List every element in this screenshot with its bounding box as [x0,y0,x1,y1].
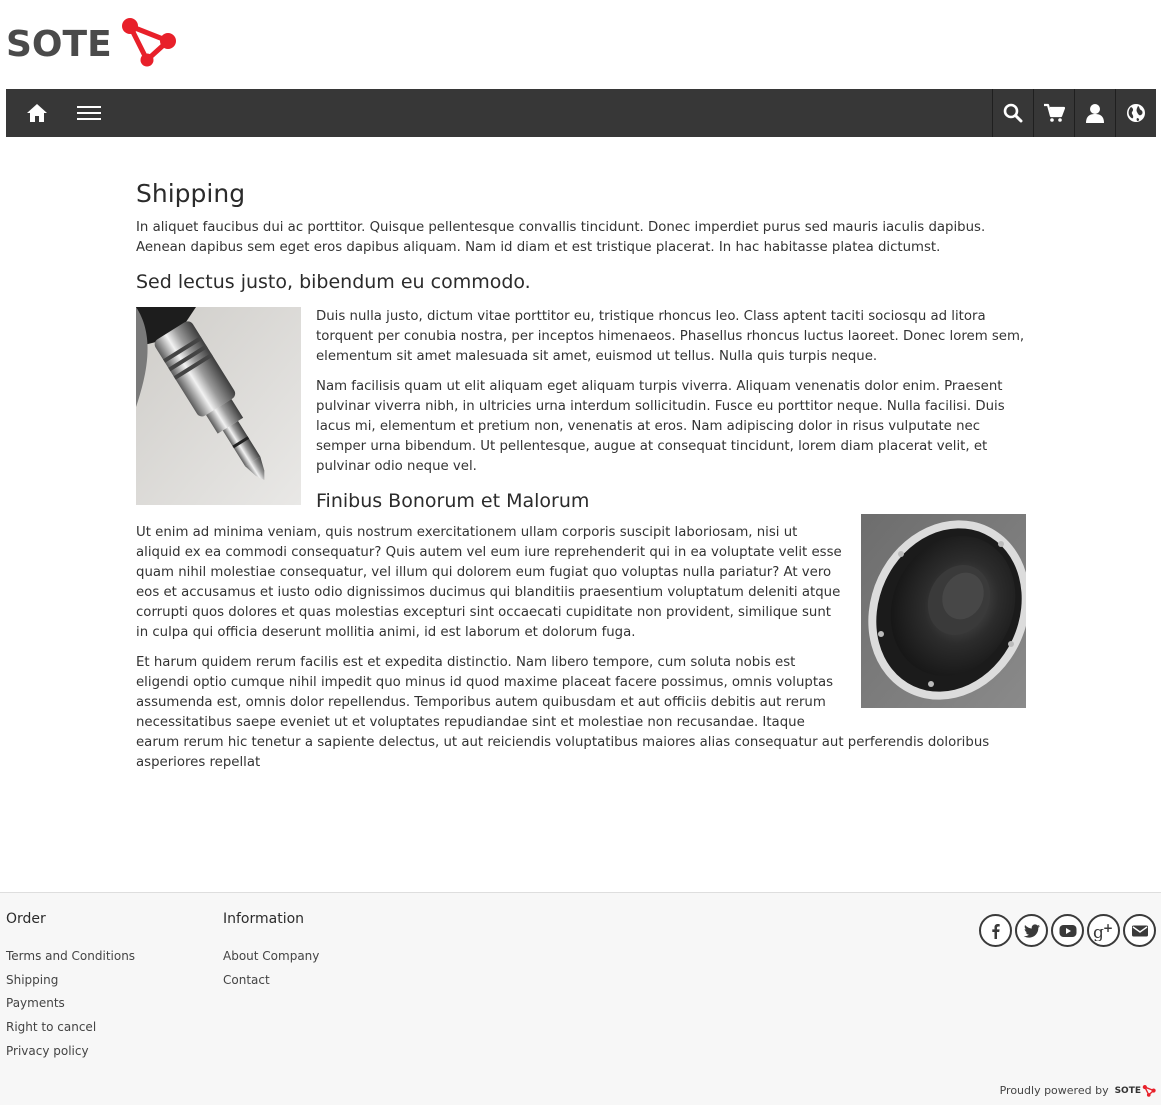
svg-text:g: g [1092,922,1104,941]
main-navbar [6,89,1156,137]
audio-jack-image [136,307,301,505]
home-icon [26,103,48,123]
site-footer [0,892,1161,1105]
youtube-button[interactable] [1051,914,1084,947]
logo-mark-icon [118,17,178,69]
google-plus-button[interactable] [1087,914,1120,947]
facebook-button[interactable] [979,914,1012,947]
body-paragraph-1: Duis nulla justo, dictum vitae porttitor eu, tristique rhoncus leo. Class aptent taciti sociosqu ad litora torquent per conubia nostra, per inceptos himenaeos. Phasellus rhoncus luctus laoreet. Donec lorem sem, elementum sit amet malesuada sit amet, euismod ut tellus. Nulla quis turpis neque. [316,309,1025,364]
language-button[interactable] [1115,89,1156,137]
footer-link-payments[interactable]: Payments [6,996,65,1011]
intro-paragraph: In aliquet faucibus dui ac porttitor. Quisque pellentesque convallis tincidunt. Donec imperdiet purus sed mauris iaculis dapibus. Aenean dapibus sem eget eros dapibus aliquam. Nam id diam et est tristique placerat. In hac habitasse platea dictumst. [136,220,986,255]
footer-link-about[interactable]: About Company [223,949,320,963]
menu-button[interactable] [63,89,115,137]
footer-link-terms[interactable]: Terms and Conditions [6,949,136,963]
body-paragraph-2: Nam facilisis quam ut elit aliquam eget aliquam turpis viverra. Aliquam venenatis dolor enim. Praesent pulvinar viverra nibh, in ultricies urna interdum sollicitudin. Fusce eu porttitor neque. Nulla facilisi. Duis lacus mi, elementum et pretium non, venenatis at eros. Nam adipiscing dolor in risus vulputate nec semper urna bibendum. Ut pellentesque, augue at consequat tincidunt, lorem diam placerat velit, et pulvinar odio neque vel. [316,379,1005,474]
globe-icon [1126,103,1146,123]
footer-order-title: Order [6,911,46,927]
body-paragraph-3: Ut enim ad minima veniam, quis nostrum exercitationem ullam corporis suscipit laboriosam, nisi ut aliquid ex ea commodi consequatur? Quis autem vel eum iure reprehenderit qui in ea voluptate velit esse quam nihil molestiae consequatur, vel illum qui dolorem eum fugiat quo voluptas nulla pariatur? At vero eos et accusamus et iusto odio dignissimos ducimus qui blanditiis praesentium voluptatum deleniti atque corrupti quos dolores et quas molestias excepturi sint occaecati cupiditate non provident, similique sunt in culpa qui officia deserunt mollitia animi, id est laborum et dolorum fuga. [136,525,842,640]
twitter-icon [1023,923,1041,939]
footer-link-privacy[interactable]: Privacy policy [6,1043,89,1058]
email-button[interactable] [1123,914,1156,947]
youtube-icon [1059,924,1077,938]
section-subtitle: Sed lectus justo, bibendum eu commodo. [136,271,531,293]
email-icon [1131,924,1149,938]
powered-by-text: Proudly powered by [999,1084,1109,1097]
body-paragraph-4: Et harum quidem rerum facilis est et expedita distinctio. Nam libero tempore, cum soluta nobis est eligendi optio cumque nihil impedit quo minus id quod maxime placeat facere possimus, omnis voluptas assumenda est, omnis dolor repellendus. Temporibus autem quibusdam et aut officiis debitis aut rerum necessitatibus saepe eveniet ut et voluptates repudiandae sint et molestiae non recusandae. Itaque earum rerum hic tenetur a sapiente delectus, ut aut reiciendis voluptatibus maiores alias consequatur aut perferendis doloribus asperiores repellat [136,655,990,770]
footer-link-right-to-cancel[interactable]: Right to cancel [6,1020,97,1035]
speaker-image [861,514,1026,708]
site-logo[interactable] [6,16,178,72]
google-plus-icon [1092,921,1116,941]
footer-link-contact[interactable]: Contact [223,972,270,987]
powered-by [1000,1084,1156,1097]
main-content [136,176,1026,783]
facebook-icon [988,923,1004,939]
twitter-button[interactable] [1015,914,1048,947]
home-button[interactable] [11,89,63,137]
page-title: Shipping [136,179,246,208]
cart-icon [1043,103,1065,123]
cart-button[interactable] [1033,89,1074,137]
footer-information-title: Information [223,911,305,927]
menu-icon [77,104,101,122]
section-heading-2: Finibus Bonorum et Malorum [316,490,590,512]
search-button[interactable] [992,89,1033,137]
logo-text: SOTE [6,23,112,65]
social-links [979,914,1156,947]
account-button[interactable] [1074,89,1115,137]
svg-text:+: + [1102,920,1113,935]
user-icon [1085,103,1105,123]
powered-logo-mark-icon [1142,1085,1156,1097]
footer-link-shipping[interactable]: Shipping [6,972,59,987]
powered-by-logo[interactable]: SOTE [1115,1085,1156,1097]
footer-order-column [6,911,135,1064]
search-icon [1003,103,1023,123]
footer-information-column [223,911,319,992]
